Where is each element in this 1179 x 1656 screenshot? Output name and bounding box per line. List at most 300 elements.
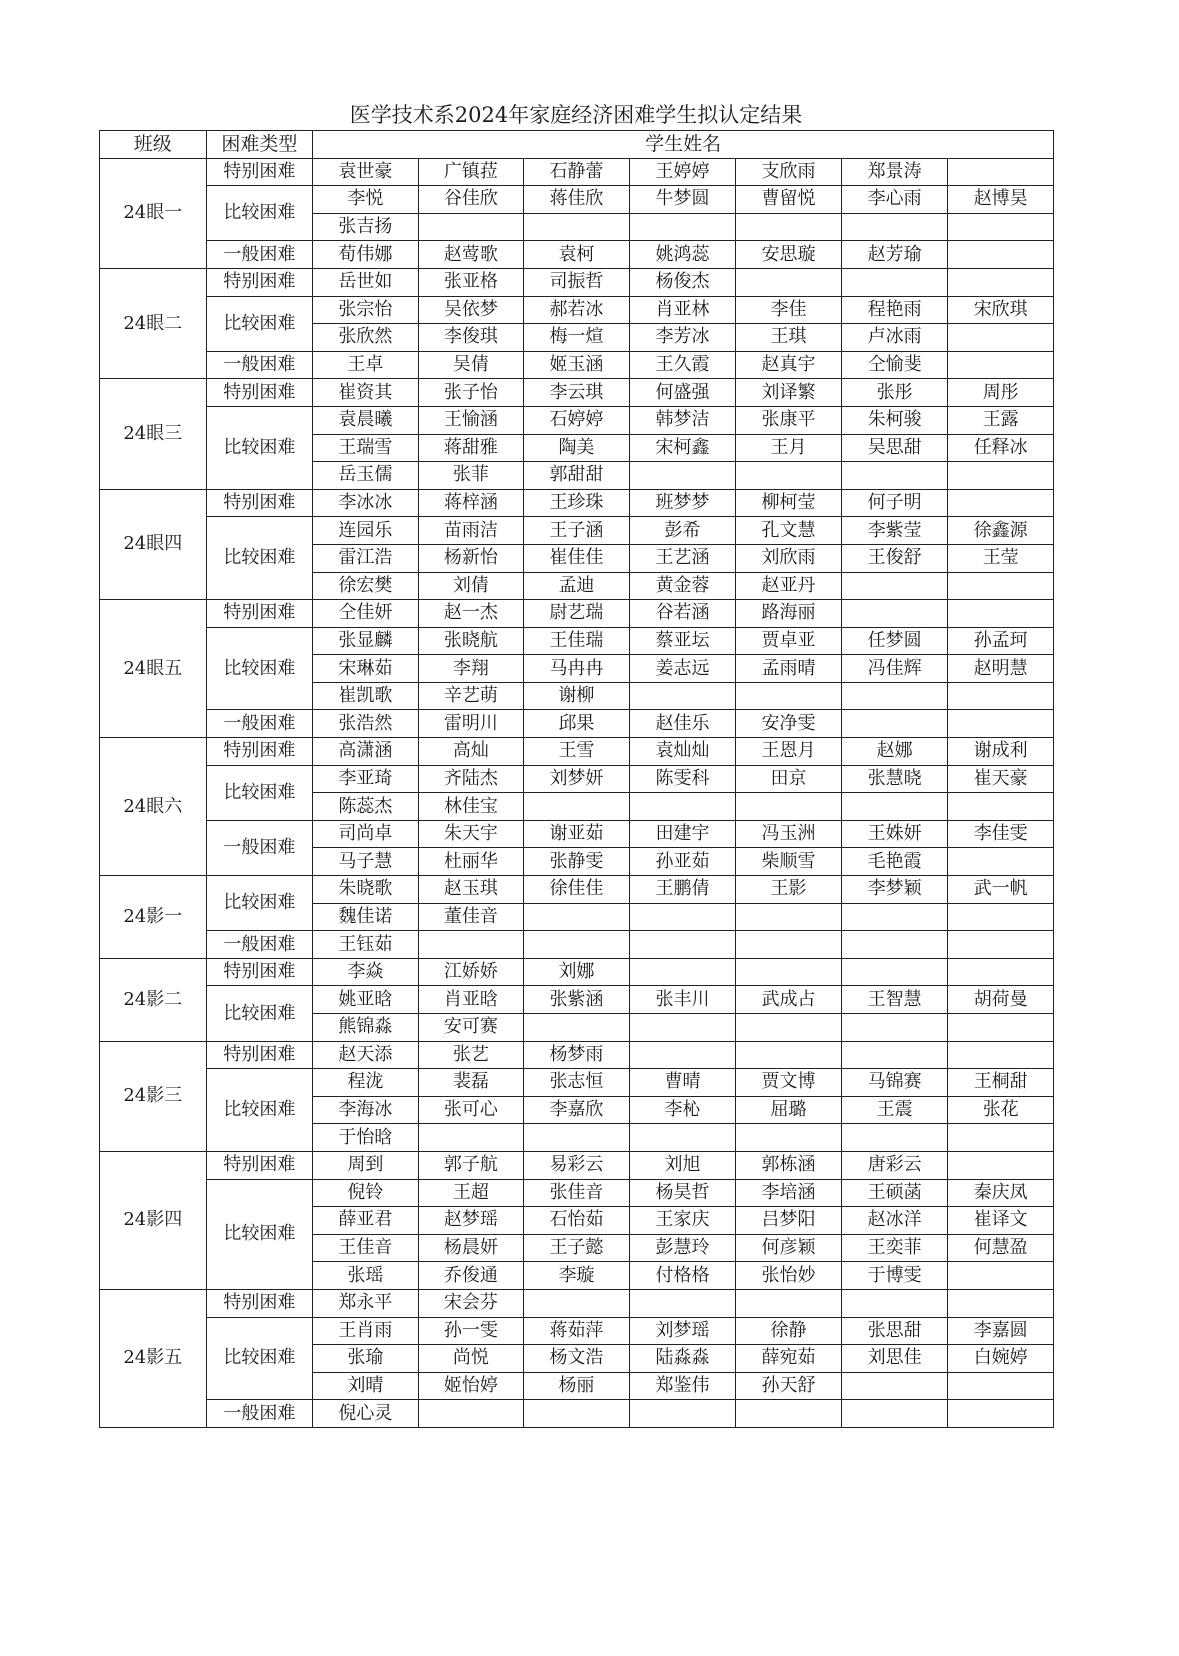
student-name-cell: 赵一杰	[418, 600, 524, 628]
student-name-cell: 雷明川	[418, 710, 524, 738]
student-name-cell: 郑鉴伟	[629, 1372, 736, 1400]
difficulty-type-cell: 特别困难	[206, 1289, 313, 1317]
student-name-cell: 李佳雯	[948, 820, 1054, 848]
student-name-cell: 王愉涵	[418, 406, 524, 434]
student-name-cell: 蒋佳欣	[524, 186, 630, 214]
student-name-cell	[948, 1289, 1054, 1317]
difficulty-type-cell: 一般困难	[206, 241, 313, 269]
student-name-cell	[841, 793, 948, 821]
student-name-cell: 裴磊	[418, 1069, 524, 1097]
student-name-cell: 李紫莹	[841, 517, 948, 545]
table-row	[100, 1041, 1054, 1069]
student-name-cell	[629, 213, 736, 241]
student-name-cell	[948, 793, 1054, 821]
student-name-cell: 程泷	[313, 1069, 419, 1097]
student-name-cell: 孙孟珂	[948, 627, 1054, 655]
student-name-cell	[629, 931, 736, 959]
student-name-cell: 荀伟娜	[313, 241, 419, 269]
student-name-cell: 仝愉斐	[841, 351, 948, 379]
student-name-cell: 张丰川	[629, 986, 736, 1014]
student-name-cell: 任梦圆	[841, 627, 948, 655]
student-name-cell: 赵博昊	[948, 186, 1054, 214]
student-name-cell: 赵娜	[841, 738, 948, 766]
difficulty-type-cell: 比较困难	[206, 517, 313, 600]
header-row	[100, 131, 1054, 159]
student-name-cell: 冯佳辉	[841, 655, 948, 683]
student-name-cell	[418, 1124, 524, 1152]
student-name-cell: 周到	[313, 1151, 419, 1179]
student-name-cell: 张佳音	[524, 1179, 630, 1207]
table-row	[100, 1179, 1054, 1207]
student-name-cell: 姜志远	[629, 655, 736, 683]
class-name-cell: 24眼二	[100, 268, 207, 378]
student-name-cell: 郑景涛	[841, 158, 948, 186]
student-name-cell: 蒋甜雅	[418, 434, 524, 462]
student-name-cell: 谷佳欣	[418, 186, 524, 214]
student-name-cell	[948, 462, 1054, 490]
student-name-cell: 仝佳妍	[313, 600, 419, 628]
student-name-cell	[948, 1124, 1054, 1152]
difficulty-type-cell: 一般困难	[206, 710, 313, 738]
student-name-cell: 王恩月	[736, 738, 842, 766]
student-name-cell: 王子懿	[524, 1234, 630, 1262]
student-name-cell: 高潇涵	[313, 738, 419, 766]
student-name-cell: 李亚琦	[313, 765, 419, 793]
student-name-cell: 姬玉涵	[524, 351, 630, 379]
student-name-cell	[948, 1372, 1054, 1400]
student-name-cell: 安可赛	[418, 1014, 524, 1042]
header-category: 困难类型	[206, 131, 313, 159]
student-name-cell	[948, 1400, 1054, 1428]
difficulty-type-cell: 特别困难	[206, 379, 313, 407]
student-name-cell: 何彦颖	[736, 1234, 842, 1262]
class-name-cell: 24影二	[100, 958, 207, 1041]
student-name-cell: 张菲	[418, 462, 524, 490]
difficulty-type-cell: 比较困难	[206, 876, 313, 931]
student-name-cell: 彭希	[629, 517, 736, 545]
student-name-cell: 刘倩	[418, 572, 524, 600]
student-name-cell: 刘旭	[629, 1151, 736, 1179]
student-name-cell	[948, 489, 1054, 517]
student-name-cell: 李悦	[313, 186, 419, 214]
student-name-cell: 王雪	[524, 738, 630, 766]
student-name-cell: 崔资其	[313, 379, 419, 407]
roster-table	[99, 130, 1054, 1428]
student-name-cell: 苗雨洁	[418, 517, 524, 545]
student-name-cell: 张瑶	[313, 1262, 419, 1290]
difficulty-type-cell: 特别困难	[206, 158, 313, 186]
student-name-cell: 安思璇	[736, 241, 842, 269]
student-name-cell: 张宗怡	[313, 296, 419, 324]
student-name-cell: 王影	[736, 876, 842, 904]
student-name-cell: 宋琳茹	[313, 655, 419, 683]
student-name-cell: 吴思甜	[841, 434, 948, 462]
student-name-cell	[629, 793, 736, 821]
table-row	[100, 379, 1054, 407]
class-name-cell: 24影三	[100, 1041, 207, 1151]
student-name-cell: 徐静	[736, 1317, 842, 1345]
student-name-cell: 崔译文	[948, 1207, 1054, 1235]
table-row	[100, 1151, 1054, 1179]
student-name-cell: 王奕菲	[841, 1234, 948, 1262]
student-name-cell: 郑永平	[313, 1289, 419, 1317]
student-name-cell	[841, 1400, 948, 1428]
student-name-cell: 刘思佳	[841, 1345, 948, 1373]
table-row	[100, 958, 1054, 986]
student-name-cell: 赵莺歌	[418, 241, 524, 269]
student-name-cell	[948, 213, 1054, 241]
student-name-cell: 吴依梦	[418, 296, 524, 324]
student-name-cell: 陶美	[524, 434, 630, 462]
student-name-cell	[948, 848, 1054, 876]
student-name-cell	[418, 931, 524, 959]
student-name-cell: 姚鸿蕊	[629, 241, 736, 269]
difficulty-type-cell: 特别困难	[206, 738, 313, 766]
student-name-cell: 王桐甜	[948, 1069, 1054, 1097]
student-name-cell: 岳世如	[313, 268, 419, 296]
student-name-cell: 肖亚晗	[418, 986, 524, 1014]
difficulty-type-cell: 比较困难	[206, 1317, 313, 1400]
student-name-cell: 赵天添	[313, 1041, 419, 1069]
student-name-cell: 白婉婷	[948, 1345, 1054, 1373]
table-row	[100, 1289, 1054, 1317]
student-name-cell	[841, 1289, 948, 1317]
student-name-cell: 田建宇	[629, 820, 736, 848]
student-name-cell	[841, 1014, 948, 1042]
student-name-cell: 何子明	[841, 489, 948, 517]
student-name-cell: 吕梦阳	[736, 1207, 842, 1235]
student-name-cell	[841, 268, 948, 296]
difficulty-type-cell: 比较困难	[206, 986, 313, 1041]
student-name-cell: 张子怡	[418, 379, 524, 407]
student-name-cell: 杨晨妍	[418, 1234, 524, 1262]
student-name-cell: 连园乐	[313, 517, 419, 545]
student-name-cell: 刘梦妍	[524, 765, 630, 793]
student-name-cell: 张彤	[841, 379, 948, 407]
student-name-cell: 杨新怡	[418, 544, 524, 572]
table-row	[100, 600, 1054, 628]
student-name-cell: 赵佳乐	[629, 710, 736, 738]
student-name-cell	[948, 572, 1054, 600]
student-name-cell	[736, 903, 842, 931]
student-name-cell: 张花	[948, 1096, 1054, 1124]
student-name-cell: 刘欣雨	[736, 544, 842, 572]
student-name-cell: 朱天宇	[418, 820, 524, 848]
student-name-cell: 王肖雨	[313, 1317, 419, 1345]
student-name-cell: 武一帆	[948, 876, 1054, 904]
student-name-cell	[736, 1014, 842, 1042]
student-name-cell: 孟雨晴	[736, 655, 842, 683]
student-name-cell: 王琪	[736, 324, 842, 352]
student-name-cell: 曹晴	[629, 1069, 736, 1097]
student-name-cell: 司尚卓	[313, 820, 419, 848]
student-name-cell: 谢柳	[524, 682, 630, 710]
student-name-cell: 崔天豪	[948, 765, 1054, 793]
student-name-cell	[841, 1372, 948, 1400]
student-name-cell: 武成占	[736, 986, 842, 1014]
student-name-cell: 王鹏倩	[629, 876, 736, 904]
student-name-cell: 张晓航	[418, 627, 524, 655]
student-name-cell	[948, 1041, 1054, 1069]
table-row	[100, 268, 1054, 296]
student-name-cell: 宋会芬	[418, 1289, 524, 1317]
student-name-cell	[736, 1124, 842, 1152]
student-name-cell: 王莹	[948, 544, 1054, 572]
student-name-cell: 张亚格	[418, 268, 524, 296]
table-row	[100, 627, 1054, 655]
student-name-cell: 周彤	[948, 379, 1054, 407]
student-name-cell: 袁晨曦	[313, 406, 419, 434]
student-name-cell: 宋欣琪	[948, 296, 1054, 324]
student-name-cell: 张静雯	[524, 848, 630, 876]
student-name-cell	[948, 241, 1054, 269]
student-name-cell: 张艺	[418, 1041, 524, 1069]
table-row	[100, 931, 1054, 959]
student-name-cell	[841, 710, 948, 738]
student-name-cell: 王佳瑞	[524, 627, 630, 655]
student-name-cell: 广镇菈	[418, 158, 524, 186]
student-name-cell: 于怡晗	[313, 1124, 419, 1152]
student-name-cell: 胡荷曼	[948, 986, 1054, 1014]
student-name-cell: 蒋茹萍	[524, 1317, 630, 1345]
student-name-cell: 陆淼淼	[629, 1345, 736, 1373]
student-name-cell	[736, 1289, 842, 1317]
student-name-cell: 司振哲	[524, 268, 630, 296]
student-name-cell: 王钰茹	[313, 931, 419, 959]
student-name-cell	[524, 793, 630, 821]
student-name-cell: 付格格	[629, 1262, 736, 1290]
student-name-cell: 辛艺萌	[418, 682, 524, 710]
student-name-cell: 石婷婷	[524, 406, 630, 434]
student-name-cell: 杨丽	[524, 1372, 630, 1400]
student-name-cell: 张志恒	[524, 1069, 630, 1097]
student-name-cell: 薛宛茹	[736, 1345, 842, 1373]
student-name-cell	[948, 1262, 1054, 1290]
student-name-cell: 李云琪	[524, 379, 630, 407]
student-name-cell: 徐佳佳	[524, 876, 630, 904]
student-name-cell	[841, 682, 948, 710]
student-name-cell	[524, 213, 630, 241]
difficulty-type-cell: 特别困难	[206, 1151, 313, 1179]
student-name-cell: 张浩然	[313, 710, 419, 738]
student-name-cell: 张吉扬	[313, 213, 419, 241]
student-name-cell: 陈雯科	[629, 765, 736, 793]
student-name-cell: 谷若涵	[629, 600, 736, 628]
student-name-cell: 杨昊哲	[629, 1179, 736, 1207]
student-name-cell	[524, 1400, 630, 1428]
student-name-cell: 蒋梓涵	[418, 489, 524, 517]
student-name-cell	[629, 1400, 736, 1428]
student-name-cell: 宋柯鑫	[629, 434, 736, 462]
student-name-cell	[841, 572, 948, 600]
student-name-cell: 尚悦	[418, 1345, 524, 1373]
student-name-cell: 张显麟	[313, 627, 419, 655]
student-name-cell: 马子慧	[313, 848, 419, 876]
student-name-cell	[629, 462, 736, 490]
student-name-cell: 朱晓歌	[313, 876, 419, 904]
document-title: 医学技术系2024年家庭经济困难学生拟认定结果	[349, 103, 803, 127]
student-name-cell: 杜丽华	[418, 848, 524, 876]
student-name-cell: 杨梦雨	[524, 1041, 630, 1069]
student-name-cell: 孙一雯	[418, 1317, 524, 1345]
student-name-cell: 毛艳霞	[841, 848, 948, 876]
difficulty-type-cell: 特别困难	[206, 958, 313, 986]
student-name-cell: 张康平	[736, 406, 842, 434]
student-name-cell: 张思甜	[841, 1317, 948, 1345]
student-name-cell: 李翔	[418, 655, 524, 683]
student-name-cell: 岳玉儒	[313, 462, 419, 490]
student-name-cell: 董佳音	[418, 903, 524, 931]
student-name-cell: 赵冰洋	[841, 1207, 948, 1235]
student-name-cell: 陈蕊杰	[313, 793, 419, 821]
student-name-cell: 李焱	[313, 958, 419, 986]
student-name-cell	[736, 268, 842, 296]
student-name-cell: 李俊琪	[418, 324, 524, 352]
student-name-cell: 张紫涵	[524, 986, 630, 1014]
student-name-cell	[736, 213, 842, 241]
student-name-cell: 倪铃	[313, 1179, 419, 1207]
student-name-cell: 冯玉洲	[736, 820, 842, 848]
table-row	[100, 1069, 1054, 1097]
difficulty-type-cell: 一般困难	[206, 820, 313, 875]
student-name-cell: 张瑜	[313, 1345, 419, 1373]
student-name-cell	[948, 682, 1054, 710]
student-name-cell: 贾卓亚	[736, 627, 842, 655]
student-name-cell: 张慧晓	[841, 765, 948, 793]
student-name-cell: 班梦梦	[629, 489, 736, 517]
student-name-cell: 王艺涵	[629, 544, 736, 572]
student-name-cell: 刘晴	[313, 1372, 419, 1400]
student-name-cell	[736, 931, 842, 959]
class-name-cell: 24影五	[100, 1289, 207, 1427]
student-name-cell: 赵芳瑜	[841, 241, 948, 269]
student-name-cell	[629, 1014, 736, 1042]
student-name-cell	[948, 1151, 1054, 1179]
student-name-cell	[841, 462, 948, 490]
table-row	[100, 351, 1054, 379]
student-name-cell: 崔佳佳	[524, 544, 630, 572]
student-name-cell: 张可心	[418, 1096, 524, 1124]
table-row	[100, 517, 1054, 545]
student-name-cell: 石怡茹	[524, 1207, 630, 1235]
student-name-cell: 蔡亚坛	[629, 627, 736, 655]
student-name-cell	[629, 1124, 736, 1152]
table-row	[100, 489, 1054, 517]
student-name-cell: 马冉冉	[524, 655, 630, 683]
difficulty-type-cell: 特别困难	[206, 489, 313, 517]
header-class: 班级	[100, 131, 207, 159]
student-name-cell: 赵玉琪	[418, 876, 524, 904]
student-name-cell	[524, 1014, 630, 1042]
student-name-cell: 王家庆	[629, 1207, 736, 1235]
student-name-cell	[418, 1400, 524, 1428]
header-names: 学生姓名	[313, 131, 1054, 159]
class-name-cell: 24眼六	[100, 738, 207, 876]
student-name-cell: 王婷婷	[629, 158, 736, 186]
student-name-cell: 薛亚君	[313, 1207, 419, 1235]
student-name-cell: 齐陆杰	[418, 765, 524, 793]
student-name-cell	[841, 931, 948, 959]
student-name-cell: 黄金蓉	[629, 572, 736, 600]
table-row	[100, 241, 1054, 269]
student-name-cell: 柴顺雪	[736, 848, 842, 876]
table-row	[100, 1317, 1054, 1345]
student-name-cell: 李心雨	[841, 186, 948, 214]
student-name-cell: 王硕菡	[841, 1179, 948, 1207]
student-name-cell	[736, 1400, 842, 1428]
student-name-cell: 姬怡婷	[418, 1372, 524, 1400]
student-name-cell: 梅一煊	[524, 324, 630, 352]
difficulty-type-cell: 特别困难	[206, 1041, 313, 1069]
student-name-cell	[736, 793, 842, 821]
student-name-cell	[948, 958, 1054, 986]
student-name-cell: 林佳宝	[418, 793, 524, 821]
student-name-cell	[524, 931, 630, 959]
table-row	[100, 406, 1054, 434]
student-name-cell: 赵明慧	[948, 655, 1054, 683]
student-name-cell: 熊锦淼	[313, 1014, 419, 1042]
student-name-cell	[629, 903, 736, 931]
student-name-cell: 邱果	[524, 710, 630, 738]
student-name-cell: 谢亚茹	[524, 820, 630, 848]
student-name-cell: 孔文慧	[736, 517, 842, 545]
student-name-cell: 田京	[736, 765, 842, 793]
student-name-cell: 马锦赛	[841, 1069, 948, 1097]
student-name-cell: 贾文博	[736, 1069, 842, 1097]
student-name-cell: 何盛强	[629, 379, 736, 407]
student-name-cell: 李梦颖	[841, 876, 948, 904]
student-name-cell	[736, 682, 842, 710]
table-row	[100, 186, 1054, 214]
student-name-cell	[841, 1041, 948, 1069]
student-name-cell	[736, 1041, 842, 1069]
student-name-cell: 刘梦瑶	[629, 1317, 736, 1345]
student-name-cell: 王卓	[313, 351, 419, 379]
student-name-cell: 李芳冰	[629, 324, 736, 352]
student-name-cell: 孙亚茹	[629, 848, 736, 876]
student-name-cell: 易彩云	[524, 1151, 630, 1179]
student-name-cell: 李杺	[629, 1096, 736, 1124]
student-name-cell: 尉艺瑞	[524, 600, 630, 628]
class-name-cell: 24眼四	[100, 489, 207, 599]
student-name-cell	[841, 1124, 948, 1152]
difficulty-type-cell: 比较困难	[206, 406, 313, 489]
difficulty-type-cell: 一般困难	[206, 931, 313, 959]
student-name-cell: 雷江浩	[313, 544, 419, 572]
student-name-cell: 李嘉圆	[948, 1317, 1054, 1345]
student-name-cell: 卢冰雨	[841, 324, 948, 352]
class-name-cell: 24影一	[100, 876, 207, 959]
student-name-cell: 李培涵	[736, 1179, 842, 1207]
student-name-cell	[948, 351, 1054, 379]
student-name-cell: 肖亚林	[629, 296, 736, 324]
student-name-cell: 袁世豪	[313, 158, 419, 186]
student-name-cell: 王月	[736, 434, 842, 462]
student-name-cell: 王超	[418, 1179, 524, 1207]
student-name-cell	[524, 1289, 630, 1317]
student-name-cell: 何慧盈	[948, 1234, 1054, 1262]
student-name-cell: 王震	[841, 1096, 948, 1124]
student-name-cell: 崔凯歌	[313, 682, 419, 710]
student-name-cell: 曹留悦	[736, 186, 842, 214]
student-name-cell	[629, 682, 736, 710]
student-name-cell	[418, 213, 524, 241]
student-name-cell: 张怡妙	[736, 1262, 842, 1290]
student-name-cell: 杨俊杰	[629, 268, 736, 296]
student-name-cell: 孙天舒	[736, 1372, 842, 1400]
table-row	[100, 296, 1054, 324]
student-name-cell: 袁柯	[524, 241, 630, 269]
